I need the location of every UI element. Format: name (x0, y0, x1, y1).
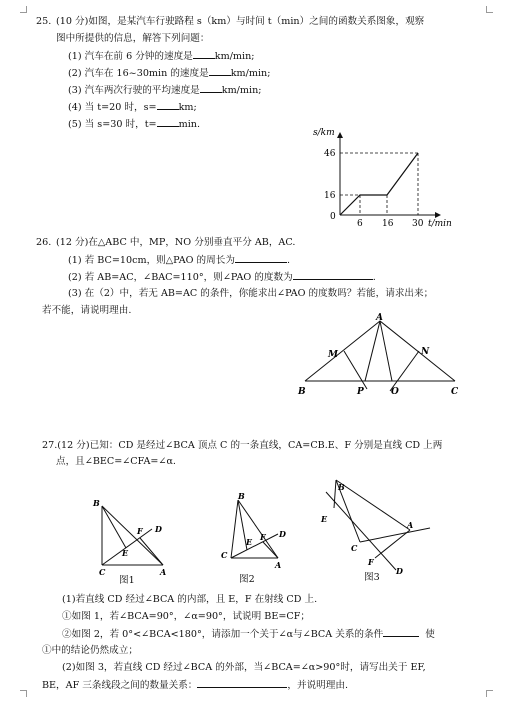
q27-fig3-label-e: E (321, 514, 328, 524)
q26-intro: (12 分)在△ABC 中，MP，NO 分别垂直平分 AB，AC. (56, 237, 296, 248)
q27-fig1-label-a: A (160, 567, 167, 577)
q27-fig3-label-f: F (368, 557, 374, 567)
q27-figure-2-caption: 图2 (239, 574, 255, 585)
q27-figure-2 (213, 490, 288, 570)
q27-part-1-sub-2-end: 使 (425, 629, 435, 640)
q25-origin-label: 0 (330, 212, 336, 222)
q25-answer-blank-4[interactable] (157, 100, 179, 110)
q27-figure-3-caption: 图3 (364, 572, 380, 583)
q27-fig3-seg-be (334, 480, 336, 508)
q25-item-4 (68, 100, 197, 114)
q27-part-2-line: (2)如图 3，若直线 CD 经过∠BCA 的外部，当∠BCA=∠α>90°时，请写出关于 EF, (62, 662, 426, 673)
q25-item-5-unit: min. (178, 119, 200, 130)
q27-fig3-line-cd (326, 492, 396, 570)
q25-number: 25. (36, 16, 52, 27)
q25-x-tick-6: 6 (357, 219, 363, 229)
q27-fig3-label-d: D (396, 566, 403, 576)
q27-intro-line1: 27.(12 分)已知：CD 是经过∠BCA 顶点 C 的一条直线，CA=CB.E、F 分别是直线 CD 上两 (42, 440, 443, 451)
q27-fig2-label-a: A (275, 560, 282, 570)
q26-label-o: O (391, 387, 399, 397)
q27-fig1-label-e: E (122, 548, 129, 558)
q27-fig1-label-b: B (93, 498, 100, 508)
q27-fig3-seg-ba (336, 480, 410, 530)
q27-fig2-label-f: F (260, 532, 266, 542)
q26-label-b: B (298, 387, 306, 397)
corner-mark-top-right (486, 6, 493, 13)
q27-fig2-label-b: B (238, 491, 245, 501)
q26-label-a: A (376, 313, 383, 323)
q27-fig2-seg-af (263, 542, 278, 558)
q27-part-1-sub-2-text: ②如图 2，若 0°<∠BCA<180°，请添加一个关于∠α与∠BCA 关系的条件 (62, 629, 384, 640)
q27-part-1-sub-1: ①如图 1，若∠BCA=90°，∠α=90°，试说明 BE=CF； (62, 611, 310, 622)
q25-item-5-text: (5) 当 s=30 时，t= (68, 119, 157, 130)
q27-fig1-label-d: D (155, 524, 162, 534)
q26-label-n: N (421, 347, 430, 357)
q26-item-2-text: (2) 若 AB=AC，∠BAC=110°，则∠PAO 的度数为 (68, 272, 293, 283)
q25-x-label: t/min (428, 219, 452, 229)
q25-item-4-unit: km; (178, 102, 197, 113)
q27-fig3-seg-ca (360, 528, 430, 542)
corner-mark-top-left (20, 6, 27, 13)
q25-answer-blank-5[interactable] (157, 117, 179, 127)
q25-item-2-text: (2) 汽车在 16~30min 的速度是 (68, 68, 209, 79)
q26-segment-ao (380, 321, 392, 381)
q25-item-3 (68, 83, 262, 97)
q27-figure-1-caption: 图1 (119, 575, 135, 586)
q27-answer-blank-relation[interactable] (197, 678, 287, 688)
q26-item-1 (68, 253, 290, 267)
q25-item-1-text: (1) 汽车在前 6 分钟的速度是 (68, 51, 193, 62)
q27-figure-3 (318, 474, 438, 574)
q27-intro-line2: 点，且∠BEC=∠CFA=∠α. (56, 456, 176, 467)
q27-fig1-label-f: F (137, 526, 143, 536)
q25-item-5 (68, 117, 200, 131)
q26-item-3-line2: 若不能，请说明理由. (42, 305, 132, 316)
q27-fig3-label-b: B (338, 482, 345, 492)
q27-part-2-line2-end: ，并说明理由. (287, 680, 349, 691)
q27-part-1-line: (1)若直线 CD 经过∠BCA 的内部，且 E，F 在射线 CD 上. (62, 594, 318, 605)
q26-item-1-text: (1) 若 BC=10cm，则△PAO 的周长为 (68, 255, 235, 266)
q25-answer-blank-2[interactable] (209, 66, 231, 76)
q25-x-tick-16: 16 (382, 219, 394, 229)
q26-answer-blank-1[interactable] (235, 253, 287, 263)
corner-mark-bottom-right (486, 690, 493, 697)
q26-item-2-end: . (372, 272, 376, 283)
q25-y-label: s/km (313, 128, 335, 138)
q27-fig2-seg-ba (238, 500, 278, 558)
q25-item-3-text: (3) 汽车两次行驶的平均速度是 (68, 85, 200, 96)
q25-item-1 (68, 49, 255, 63)
q27-fig2-label-c: C (221, 550, 228, 560)
q26-bisector-mp (344, 351, 367, 389)
q25-answer-blank-1[interactable] (193, 49, 215, 59)
q26-bisector-no (390, 351, 419, 391)
q25-y-tick-16: 16 (324, 191, 336, 201)
q25-item-2 (68, 66, 270, 80)
q25-item-3-unit: km/min; (221, 85, 262, 96)
q27-fig3-label-a: A (407, 520, 414, 530)
q26-label-c: C (451, 387, 459, 397)
q26-answer-blank-2[interactable] (293, 270, 373, 280)
q27-figure-1 (90, 492, 170, 582)
q26-number: 26. (36, 237, 52, 248)
q27-part-1-sub-2 (62, 627, 435, 641)
q26-item-3-line1: (3) 在（2）中，若无 AB=AC 的条件，你能求出∠PAO 的度数吗？若能，请求出来； (68, 288, 434, 299)
q25-x-tick-30: 30 (412, 219, 424, 229)
q27-fig2-label-e: E (246, 537, 253, 547)
q26-segment-ap (365, 321, 380, 381)
q26-item-2 (68, 270, 376, 284)
q27-fig1-seg-be (102, 506, 126, 548)
q25-y-tick-46: 46 (324, 149, 336, 159)
q25-answer-blank-3[interactable] (200, 83, 222, 93)
q25-distance-time-graph (310, 125, 470, 230)
q25-graph-line (340, 153, 418, 215)
q27-fig2-seg-bc (231, 500, 238, 558)
q25-item-4-text: (4) 当 t=20 时，s= (68, 102, 157, 113)
q26-label-p: P (357, 387, 364, 397)
q27-fig2-label-d: D (279, 529, 286, 539)
corner-mark-bottom-left (20, 690, 27, 697)
q27-fig2-line-cd (231, 534, 278, 558)
q27-part-2-line2 (42, 678, 348, 692)
q25-item-2-unit: km/min; (230, 68, 271, 79)
q27-part-2-line2-text: BE，AF 三条线段之间的数量关系： (42, 680, 198, 691)
q27-answer-blank-condition[interactable] (383, 627, 419, 637)
q27-fig1-label-c: C (99, 567, 106, 577)
q27-fig1-seg-ba (102, 506, 163, 565)
q26-triangle-figure (295, 313, 470, 398)
q27-fig1-seg-af (140, 538, 163, 565)
q25-item-1-unit: km/min; (214, 51, 255, 62)
q25-intro-line2: 图中所提供的信息，解答下列问题： (56, 33, 210, 44)
q27-fig3-seg-af (375, 530, 410, 558)
q25-intro-line1: (10 分)如图，是某汽车行驶路程 s（km）与时间 t（min）之间的函数关系图象，观察 (56, 16, 425, 27)
q26-item-1-end: . (286, 255, 290, 266)
q26-label-m: M (328, 350, 338, 360)
q27-part-1-sub-2-cont: ①中的结论仍然成立； (42, 645, 138, 656)
q27-fig3-label-c: C (351, 543, 358, 553)
